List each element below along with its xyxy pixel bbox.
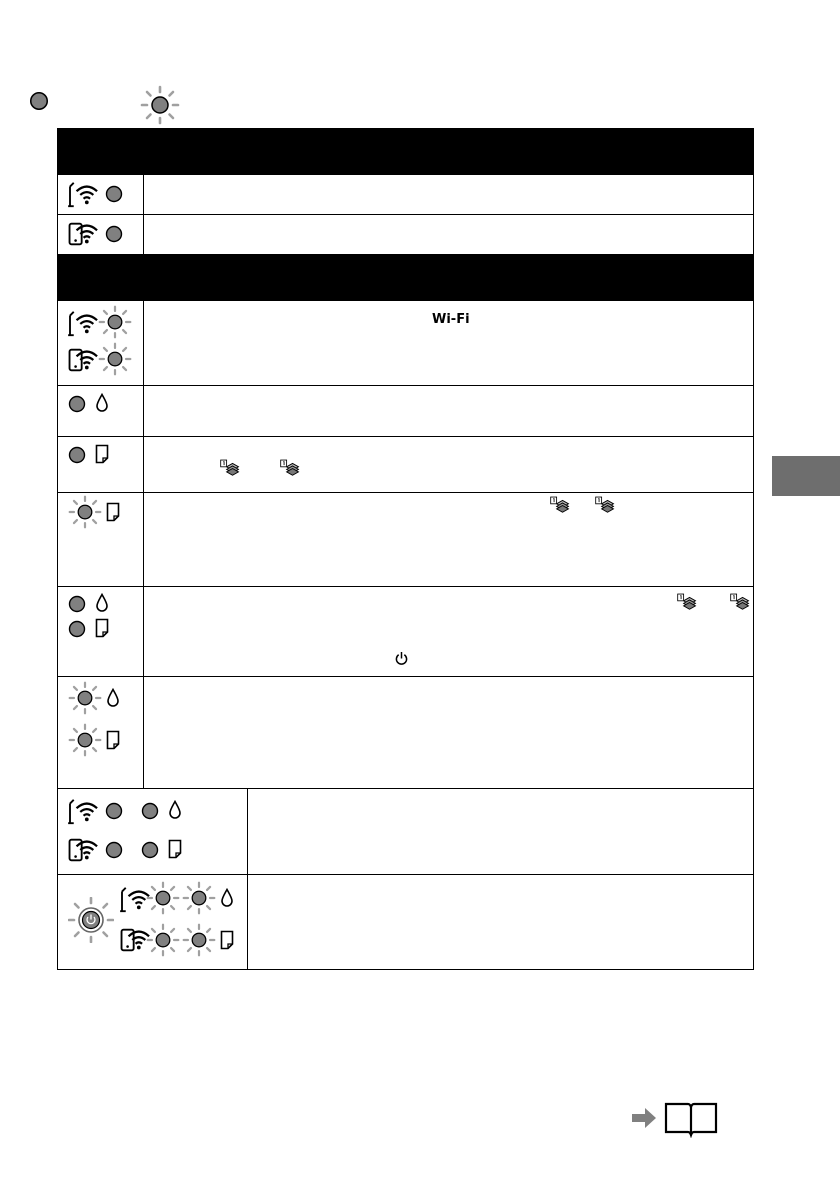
paper-icon	[168, 839, 182, 859]
arrow-right-icon	[632, 1108, 656, 1128]
row-description	[144, 386, 753, 436]
wifi-direct-icon	[68, 220, 100, 248]
lamp-on-icon	[67, 445, 87, 465]
wifi-icon	[68, 797, 100, 825]
ink-drop-icon	[95, 593, 109, 613]
paper-feed-icon	[279, 459, 301, 478]
wifi-icon	[68, 309, 100, 337]
lamp-on-icon	[67, 594, 87, 614]
lamp-blinking-icon	[98, 342, 132, 376]
row-description	[248, 789, 753, 874]
lamp-on-icon	[28, 90, 50, 112]
table-row	[58, 788, 753, 874]
paper-feed-icon	[729, 593, 751, 612]
paper-icon	[106, 502, 120, 522]
table-row	[58, 214, 753, 254]
row-description	[144, 175, 753, 214]
row-description	[248, 875, 753, 970]
paper-feed-icon	[594, 496, 616, 515]
wifi-direct-icon	[68, 836, 100, 864]
paper-icon	[95, 618, 109, 638]
row-description	[144, 587, 753, 676]
row-description	[144, 301, 753, 385]
lamp-on-icon	[67, 394, 87, 414]
paper-feed-icon	[676, 593, 698, 612]
table-row	[58, 436, 753, 492]
table-header	[58, 129, 753, 174]
lamp-on-icon	[104, 801, 124, 821]
lamp-blinking-icon	[146, 881, 180, 915]
ink-drop-icon	[168, 800, 182, 820]
ink-drop-icon	[220, 888, 234, 908]
wifi-direct-icon	[68, 346, 100, 374]
manual-reference-link[interactable]	[630, 1098, 720, 1138]
row-description	[144, 677, 753, 788]
open-book-icon	[666, 1104, 716, 1135]
row-description	[144, 437, 753, 492]
ink-drop-icon	[95, 393, 109, 413]
lamp-blinking-icon	[68, 495, 102, 529]
lamp-on-icon	[67, 619, 87, 639]
lamp-on-icon	[140, 840, 160, 860]
paper-feed-icon	[549, 496, 571, 515]
lamp-blinking-icon	[182, 923, 216, 957]
lamp-on-icon	[104, 224, 124, 244]
lamp-on-icon	[104, 184, 124, 204]
table-row	[58, 874, 753, 970]
wifi-icon	[68, 180, 100, 208]
row-description	[144, 215, 753, 254]
lamp-blinking-icon	[68, 681, 102, 715]
paper-feed-icon	[219, 459, 241, 478]
table-row	[58, 300, 753, 385]
lamp-on-icon	[104, 840, 124, 860]
table-header	[58, 254, 753, 300]
wifi-text-label: Wi-Fi	[432, 312, 470, 327]
lamp-blinking-icon	[140, 85, 180, 125]
row-description	[144, 493, 753, 586]
lamp-blinking-icon	[146, 923, 180, 957]
lamp-blinking-icon	[182, 881, 216, 915]
ink-drop-icon	[106, 688, 120, 708]
power-lamp-blinking-icon	[68, 897, 114, 943]
lamp-blinking-icon	[68, 723, 102, 757]
table-row	[58, 385, 753, 436]
lamp-on-icon	[140, 801, 160, 821]
table-row	[58, 586, 753, 676]
paper-icon	[106, 730, 120, 750]
paper-icon	[95, 444, 109, 464]
paper-icon	[220, 930, 234, 950]
table-row	[58, 676, 753, 788]
table-row	[58, 492, 753, 586]
power-symbol-icon	[395, 651, 408, 666]
table-row	[58, 174, 753, 214]
section-tab	[772, 456, 840, 496]
status-light-table	[57, 128, 754, 970]
lamp-blinking-icon	[98, 305, 132, 339]
